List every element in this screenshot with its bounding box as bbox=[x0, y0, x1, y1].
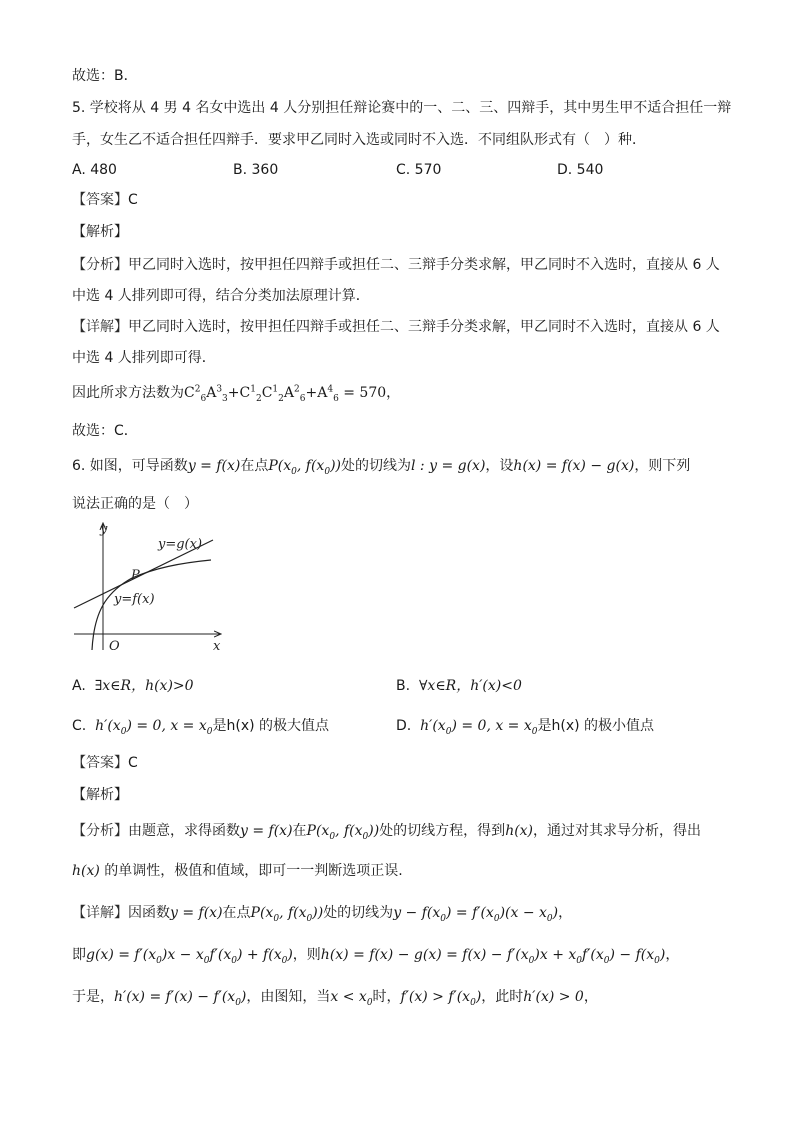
option-text: ∃x∈R，h(x)>0 bbox=[94, 678, 194, 694]
option-d-math: $h'(x_0) = 0$, $x = x_0$ bbox=[420, 718, 538, 737]
label-gx: y=g(x) bbox=[158, 537, 203, 552]
xiangjie-a: 因函数 bbox=[128, 905, 170, 921]
option-letter: B. bbox=[396, 678, 411, 694]
q5-stem-line1: 5. 学校将从 4 男 4 名女中选出 4 人分别担任辩论赛中的一、二、三、四辩手，其中男生甲不适合担任一辩 bbox=[72, 100, 732, 116]
label-fx: y=f(x) bbox=[114, 592, 155, 607]
label-x: x bbox=[213, 639, 221, 654]
answer-tag: 【答案】 bbox=[72, 755, 128, 771]
xiangjie-l3c: 时， bbox=[372, 989, 401, 1005]
q5-xiangjie-line1 bbox=[72, 317, 720, 337]
q6-analysis-tag: 【解析】 bbox=[72, 787, 128, 803]
eq-hx: h(x) bbox=[505, 823, 534, 839]
fenxi-b: 在 bbox=[292, 823, 307, 839]
eq-l-gx: l : y = g(x) bbox=[411, 458, 486, 474]
label-y: y bbox=[100, 522, 108, 537]
eq-y-fx: y = f(x) bbox=[187, 458, 241, 474]
q5-answer bbox=[72, 190, 138, 210]
q6-stem-line1 bbox=[72, 456, 690, 476]
eq-point-p: $P(x_0$, $f(x_0)$) bbox=[250, 905, 324, 924]
eq-hx: h(x) = f(x) − g(x) bbox=[513, 458, 635, 474]
answer-value: C bbox=[128, 192, 138, 208]
q6-xiangjie-line3: 于是，$h'(x) = f'(x) - f'(x_0)$，由图知，当$x < x_0$时，$f'(x) > f'(x_0)$，此时h′(x) > 0， bbox=[72, 989, 598, 1008]
q5-fenxi-line2: 中选 4 人排列即可得，结合分类加法原理计算． bbox=[72, 288, 370, 304]
q5-conclusion: 故选：C． bbox=[72, 423, 138, 439]
xiangjie-l3b: ，由图知，当 bbox=[246, 989, 331, 1005]
answer-value: C bbox=[128, 755, 138, 771]
option-letter: A. bbox=[72, 678, 86, 694]
xiangjie-tag: 【详解】 bbox=[72, 319, 128, 335]
eq-point-p: $P(x_0$, $f(x_0)$) bbox=[306, 823, 380, 842]
label-point-p: P bbox=[131, 568, 140, 583]
q6-option-d bbox=[396, 716, 654, 736]
option-letter: C. bbox=[72, 718, 87, 734]
eq-point-p: $P(x_0$, $f(x_0)$) bbox=[268, 458, 341, 477]
q6-xiangjie-line1: 【详解】因函数y = f(x)在点$P(x_0$, $f(x_0)$)处的切线为$y - f(x_0) = f'(x_0)(x - x_0)$， bbox=[72, 905, 573, 924]
fenxi-d: ，通过对其求导分析，得出 bbox=[533, 823, 702, 839]
fenxi-c: 处的切线方程，得到 bbox=[379, 823, 506, 839]
q6-stem-c: 处的切线为 bbox=[341, 458, 411, 474]
q6-stem-a: 6. 如图，可导函数 bbox=[72, 458, 188, 474]
eq-hprime-pos: h′(x) > 0 bbox=[523, 989, 584, 1005]
eq-x-lt-x0: $x < x_0$ bbox=[330, 989, 373, 1008]
q6-stem-line2: 说法正确的是（ ） bbox=[72, 496, 198, 512]
eq-y-fx: y = f(x) bbox=[170, 905, 223, 921]
fenxi-tag: 【分析】 bbox=[72, 257, 128, 273]
eq-tangent: $y - f(x_0) = f'(x_0)(x - x_0)$ bbox=[393, 905, 559, 924]
xiangjie-b: 在点 bbox=[222, 905, 251, 921]
eq-y-fx: y = f(x) bbox=[240, 823, 293, 839]
calc-prefix: 因此所求方法数为 bbox=[72, 385, 184, 401]
q5-fenxi-line1 bbox=[72, 255, 720, 275]
xiangjie-c: 处的切线为 bbox=[323, 905, 394, 921]
q5-calculation bbox=[72, 383, 400, 403]
fenxi-l2: 的单调性，极值和值域，即可一一判断选项正误. bbox=[104, 863, 403, 879]
q6-graph-figure bbox=[70, 518, 230, 658]
xiangjie-l2b: ，则 bbox=[292, 947, 321, 963]
q6-xiangjie-line2: 即$g(x) = f'(x_0)x - x_0f'(x_0) + f(x_0)$，则$h(x) = f(x) - g(x) = f(x) - f'(x_0)x + x_0f'(x_0) - f(x_0)$， bbox=[72, 947, 680, 966]
label-origin: O bbox=[109, 639, 120, 654]
xiangjie-tag: 【详解】 bbox=[72, 905, 128, 921]
q6-stem-b: 在点 bbox=[240, 458, 269, 474]
fenxi-text: 甲乙同时入选时，按甲担任四辩手或担任二、三辩手分类求解，甲乙同时不入选时，直接从 6 人 bbox=[128, 257, 720, 273]
q6-stem-d: ，设 bbox=[485, 458, 514, 474]
calc-formula: $C^2_6A^3_3+C^1_2C^1_2A^2_6+A^4_6$ bbox=[184, 384, 339, 404]
q6-fenxi-line2 bbox=[72, 861, 403, 881]
q5-stem-line2: 手，女生乙不适合担任四辩手．要求甲乙同时入选或同时不入选．不同组队形式有（ ）种． bbox=[72, 132, 646, 148]
q5-xiangjie-line2: 中选 4 人排列即可得． bbox=[72, 350, 216, 366]
q6-option-c bbox=[72, 716, 329, 736]
xiangjie-l3a: 于是， bbox=[72, 989, 114, 1005]
q4-conclusion: 故选：B． bbox=[72, 68, 138, 84]
q5-option-c: C. 570 bbox=[396, 162, 442, 178]
answer-tag: 【答案】 bbox=[72, 192, 128, 208]
q6-fenxi-line1 bbox=[72, 821, 701, 841]
eq-hx: h(x) bbox=[72, 863, 105, 879]
xiangjie-text: 甲乙同时入选时，按甲担任四辩手或担任二、三辩手分类求解，甲乙同时不入选时，直接从 6 人 bbox=[128, 319, 720, 335]
xiangjie-l3d: ，此时 bbox=[481, 989, 524, 1005]
q6-answer bbox=[72, 753, 138, 773]
q5-option-d: D. 540 bbox=[557, 162, 604, 178]
option-text: 是h(x) 的极大值点 bbox=[212, 718, 330, 734]
q5-option-b: B. 360 bbox=[233, 162, 279, 178]
option-text: ∀x∈R，h′(x)<0 bbox=[418, 678, 522, 694]
q6-option-b bbox=[396, 676, 522, 696]
xiangjie-l2a: 即 bbox=[72, 947, 86, 963]
q5-option-a: A. 480 bbox=[72, 162, 117, 178]
q5-analysis-tag: 【解析】 bbox=[72, 224, 128, 240]
calc-result: = 570， bbox=[338, 385, 401, 401]
eq-fprime-gt: $f'(x) > f'(x_0)$ bbox=[400, 989, 482, 1008]
option-c-math: $h'(x_0) = 0$, $x = x_0$ bbox=[95, 718, 213, 737]
fenxi-a: 由题意，求得函数 bbox=[128, 823, 240, 839]
q6-stem-e: ，则下列 bbox=[634, 458, 691, 474]
option-letter: D. bbox=[396, 718, 412, 734]
eq-gx: $g(x) = f'(x_0)x - x_0f'(x_0) + f(x_0)$ bbox=[86, 947, 293, 966]
q6-option-a bbox=[72, 676, 194, 696]
eq-hx-expanded: $h(x) = f(x) - g(x) = f(x) - f'(x_0)x + x_0f'(x_0) - f(x_0)$ bbox=[320, 947, 666, 966]
option-text: 是h(x) 的极小值点 bbox=[537, 718, 655, 734]
eq-h-prime: $h'(x) = f'(x) - f'(x_0)$ bbox=[114, 989, 247, 1008]
fenxi-tag: 【分析】 bbox=[72, 823, 128, 839]
